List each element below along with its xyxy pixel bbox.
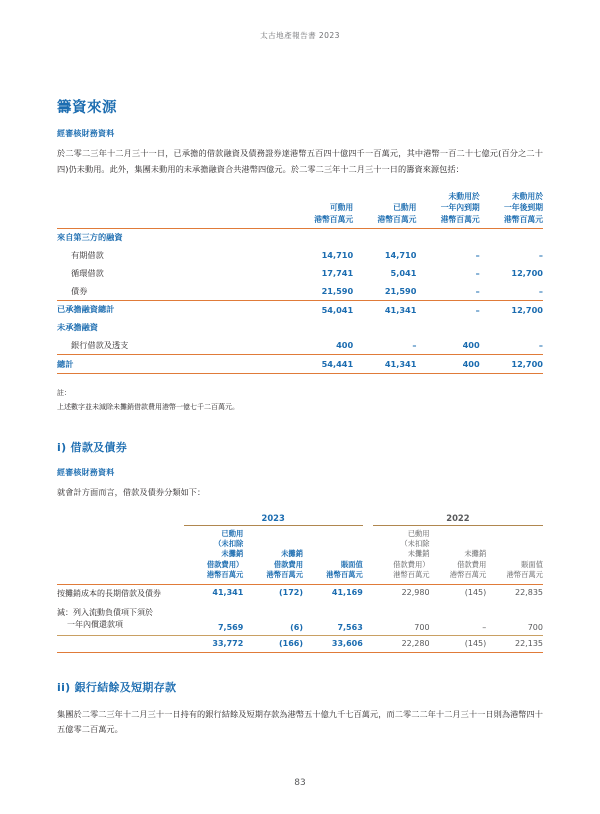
header-undrawn-within-one-year: 未動用於 一年內到期 港幣百萬元 [416,191,479,228]
borrowings-and-bonds-table [57,513,543,653]
table-row-total [57,636,543,652]
cell-undrawn-after: 12,700 [480,355,543,374]
cell-2023-fees: (166) [243,636,303,652]
page-title: 籌資來源 [57,100,117,116]
row-label: 來自第三方的融資 [57,232,123,243]
year-2023-header: 2023 [184,513,363,526]
cell-2023-fees: (6) [290,623,304,633]
cell-undrawn-within [416,319,479,337]
cell-undrawn-within: – [475,268,480,279]
year-header-blank [57,513,184,526]
cell-2022-gross: 700 [414,623,430,633]
table-note [57,388,543,413]
table-row [57,228,543,246]
cell-2022-carrying: 22,135 [486,636,543,652]
header-2023-drawn-gross: 已動用 （未扣除 未攤銷 借款費用） 港幣百萬元 [184,525,244,584]
row-label: 減：列入流動負債項下須於 一年內償還款項 [57,607,153,630]
cell-drawn: 14,710 [384,250,417,261]
cell-undrawn-after: – [480,336,543,354]
cell-gap [363,636,373,652]
row-label: 未承擔融資 [57,322,98,333]
page-number: 83 [294,778,306,788]
cell-2022-gross: 22,980 [401,587,430,597]
running-header: 太古地產報告書 2023 [260,31,340,40]
cell-available: 54,041 [321,304,354,315]
cell-2023-fees: (172) [279,587,304,597]
cell-undrawn-within: – [475,250,480,261]
subsection-ii-title: ii) 銀行結餘及短期存款 [57,680,177,694]
table-row [57,247,543,265]
cell-drawn: – [353,336,416,354]
cell-available: 54,441 [290,355,353,374]
cell-undrawn-within: – [475,304,480,315]
table-row [57,264,543,282]
cell-drawn [353,319,416,337]
note-title: 註： [57,389,71,398]
table-row [57,336,543,354]
note-text: 上述數字並未減除未攤銷借款費用港幣一億七千二百萬元。 [57,403,239,412]
cell-available: 17,741 [321,268,354,279]
cell-available [290,228,353,246]
table-row [57,584,543,603]
column-header-row [57,525,543,584]
subsection-i-lead-in: 就會計方面而言，借款及債券分類如下： [57,487,206,498]
header-available: 可動用 港幣百萬元 [290,191,353,228]
cell-undrawn-after: – [538,250,543,261]
table-row [57,604,543,636]
cell-2022-fees: – [482,623,487,633]
cell-available: 21,590 [290,282,353,300]
header-2023-carrying-amount: 賬面值 港幣百萬元 [303,525,363,584]
year-2022-header: 2022 [373,513,543,526]
cell-undrawn-after: 12,700 [511,268,543,279]
cell-drawn: 21,590 [353,282,416,300]
cell-drawn: 41,341 [353,355,416,374]
page-content [57,96,543,738]
table-row [57,319,543,337]
cell-2022-carrying: 22,835 [515,587,543,597]
cell-2022-fees: (145) [464,587,487,597]
cell-drawn [353,228,416,246]
header-2022-unamortised-fees: 未攤銷 借款費用 港幣百萬元 [430,525,487,584]
funding-sources-table [57,191,543,374]
cell-available: 14,710 [321,250,354,261]
cell-undrawn-after [480,319,543,337]
cell-drawn: 5,041 [390,268,417,279]
year-header-row [57,513,543,526]
column-gap [363,525,373,584]
column-header-blank [57,525,184,584]
cell-drawn: 41,341 [384,304,417,315]
cell-2022-carrying: 700 [527,623,543,633]
cell-undrawn-within [416,228,479,246]
cell-2023-gross: 41,341 [212,587,244,597]
audited-financials-label: 經審核財務資料 [57,129,115,138]
header-label-blank [57,191,290,228]
table-row-total [57,355,543,374]
cell-undrawn-after: 12,700 [511,304,543,315]
header-2022-carrying-amount: 賬面值 港幣百萬元 [486,525,543,584]
cell-undrawn-after [480,228,543,246]
cell-2023-gross: 7,569 [217,623,244,633]
subsection-i-title: i) 借款及債券 [57,441,128,455]
cell-gap [363,604,373,636]
intro-paragraph: 於二零二三年十二月三十一日，已承擔的借款融資及債務證券達港幣五百四十億四千一百萬元，其中港幣一百二十七億元(百分之二十四)仍未動用。此外，集團未動用的未承擔融資合共港幣四億元。於二零二三年十二月三十一日的籌資來源包括： [57,148,543,174]
row-label: 銀行借款及透支 [57,336,290,354]
cell-undrawn-within: 400 [416,336,479,354]
cell-2022-gross: 22,280 [373,636,430,652]
cell-2023-carrying: 7,563 [337,623,363,633]
row-label [57,636,184,652]
header-undrawn-after-one-year: 未動用於 一年後到期 港幣百萬元 [480,191,543,228]
cell-undrawn-within: 400 [416,355,479,374]
cell-available: 400 [290,336,353,354]
year-gap [363,513,373,526]
row-label: 有期借款 [71,249,104,260]
table-row [57,282,543,300]
table-row-subtotal [57,300,543,318]
cell-2023-carrying: 41,169 [331,587,363,597]
header-drawn: 已動用 港幣百萬元 [353,191,416,228]
cell-available [290,319,353,337]
subsection-ii-paragraph: 集團於二零二三年十二月三十一日持有的銀行結餘及短期存款為港幣五十億九千七百萬元，而二零二二年十二月三十一日則為港幣四十五億零二百萬元。 [57,708,544,735]
header-2023-unamortised-fees: 未攤銷 借款費用 港幣百萬元 [243,525,303,584]
cell-undrawn-within: – [416,282,479,300]
row-label: 按攤銷成本的長期借款及債券 [57,588,161,598]
subsection-i-audited-label: 經審核財務資料 [57,468,115,478]
row-label: 循環借款 [71,267,104,278]
cell-2022-fees: (145) [430,636,487,652]
cell-2023-gross: 33,772 [184,636,244,652]
cell-gap [363,584,373,603]
header-2022-drawn-gross: 已動用 （未扣除 未攤銷 借款費用） 港幣百萬元 [373,525,430,584]
cell-undrawn-after: – [480,282,543,300]
row-label: 已承擔融資總計 [57,304,115,315]
cell-2023-carrying: 33,606 [303,636,363,652]
row-label: 債券 [57,282,290,300]
table-header-row [57,191,543,228]
row-label: 總計 [57,355,290,374]
